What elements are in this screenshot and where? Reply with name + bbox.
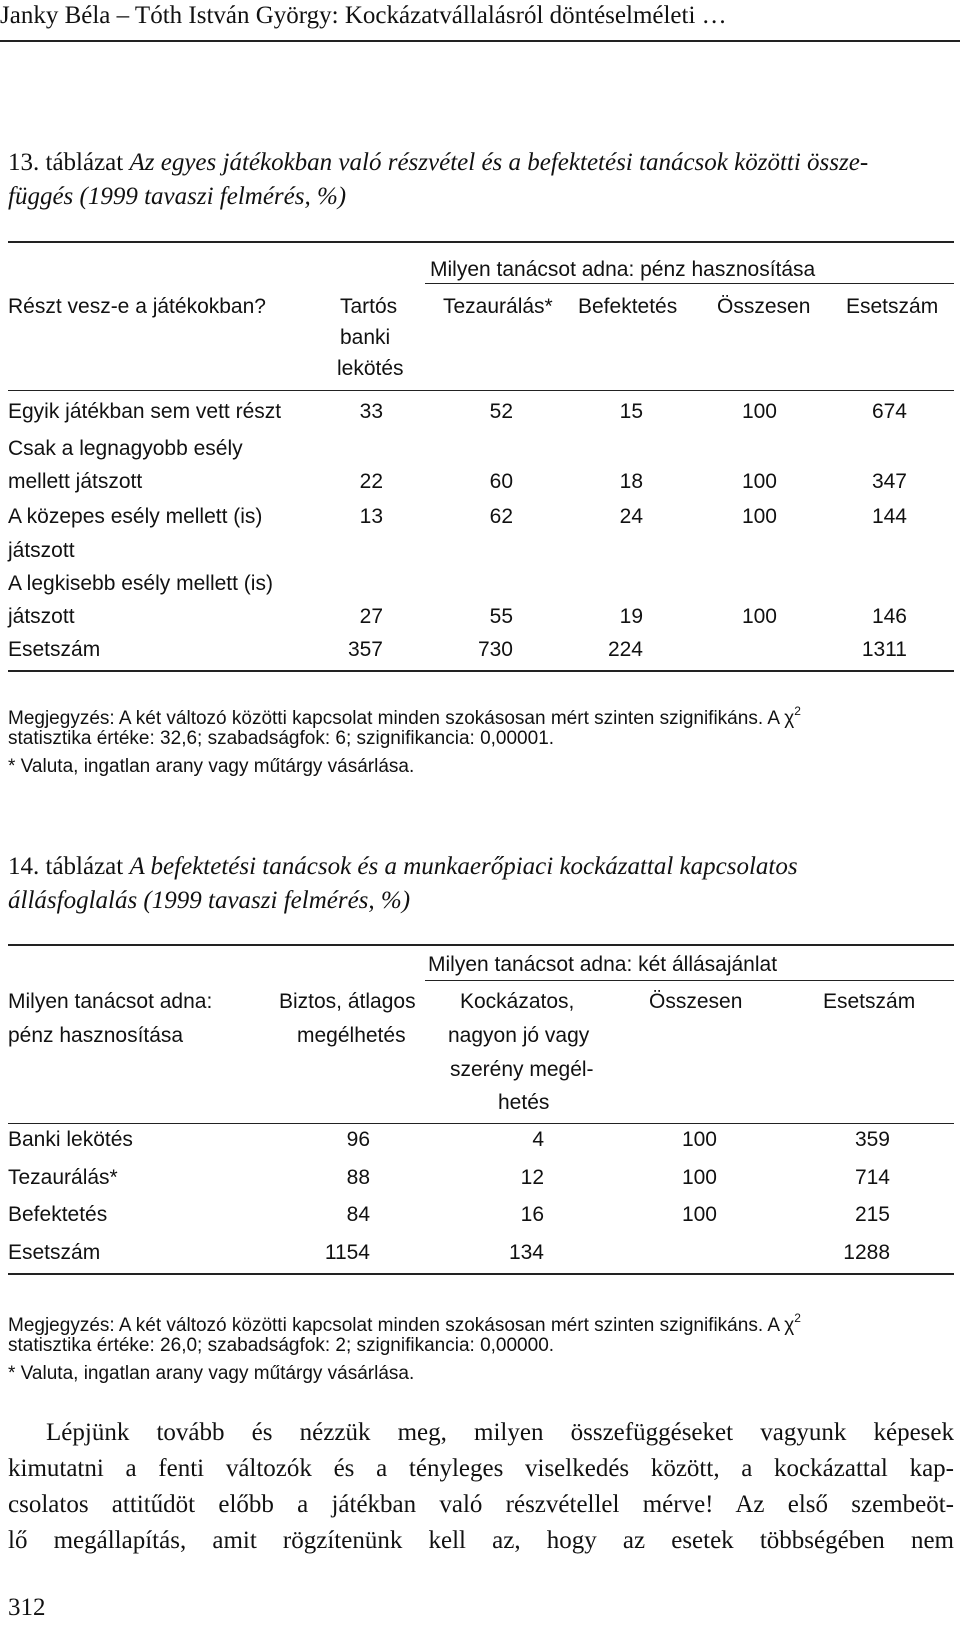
cell-esetszam: 144 xyxy=(871,505,907,528)
table14-col-kockazatos: Kockázatos, xyxy=(460,990,575,1013)
row-label: Tezaurálás* xyxy=(8,1166,118,1189)
cell-esetszam: 359 xyxy=(854,1128,890,1151)
table14-caption xyxy=(8,850,948,918)
row-label-2: játszott xyxy=(8,605,75,628)
table14-title-line2: állásfoglalás (1999 tavaszi felmérés, %) xyxy=(8,887,411,914)
table13-col-tezauralas: Tezaurálás* xyxy=(443,295,553,318)
cell-osszesen: 100 xyxy=(741,505,777,528)
row-label: A legkisebb esély mellett (is) xyxy=(8,572,273,595)
cell-befektetes: 24 xyxy=(619,505,643,528)
paragraph-line1: Lépjünk tovább és nézzük meg, milyen összefüggéseket vagyunk képesek xyxy=(46,1419,954,1446)
cell-osszesen: 100 xyxy=(681,1166,717,1189)
cell-tezauralas: 55 xyxy=(489,605,513,628)
table14-title-line1: A befektetési tanácsok és a munkaerőpiaci kockázattal kapcsolatos xyxy=(129,853,798,880)
cell-tartos: 22 xyxy=(359,470,383,493)
table14-footnote: * Valuta, ingatlan arany vagy műtárgy vásárlása. xyxy=(8,1363,415,1384)
table14-bottom-rule xyxy=(8,1273,954,1275)
table14-note-line1: Megjegyzés: A két változó közötti kapcsolat minden szokásosan mért szinten szignifikáns. A $\chi^2$ xyxy=(8,1311,801,1336)
cell-osszesen: 100 xyxy=(681,1203,717,1226)
row-label: Esetszám xyxy=(8,638,101,661)
table14-group-rule xyxy=(425,980,954,981)
table14-col-biztos-2: megélhetés xyxy=(297,1024,406,1047)
cell-osszesen: 100 xyxy=(741,470,777,493)
table14-group-header: Milyen tanácsot adna: két állásajánlat xyxy=(428,953,778,976)
table14-col-kockazatos-2: nagyon jó vagy xyxy=(448,1024,590,1047)
cell-osszesen: 100 xyxy=(741,605,777,628)
cell-tartos: 27 xyxy=(359,605,383,628)
table13-group-header: Milyen tanácsot adna: pénz hasznosítása xyxy=(430,258,816,281)
cell-tezauralas: 62 xyxy=(489,505,513,528)
paragraph-line2: kimutatni a fenti változók és a tényleges viselkedés között, a kockázattal kap- xyxy=(8,1455,954,1482)
table14-label: 14. táblázat xyxy=(8,853,124,880)
paragraph-line4: lő megállapítás, amit rögzítenünk kell az, hogy az esetek többségében nem xyxy=(8,1527,954,1554)
table13-col-befektetes: Befektetés xyxy=(578,295,678,318)
cell-biztos: 96 xyxy=(346,1128,370,1151)
cell-kockazatos: 134 xyxy=(508,1241,544,1264)
cell-kockazatos: 4 xyxy=(532,1128,544,1151)
cell-biztos: 88 xyxy=(346,1166,370,1189)
table14-header-rule xyxy=(8,1123,954,1124)
cell-esetszam: 347 xyxy=(871,470,907,493)
table13-title-line1: Az egyes játékokban való részvétel és a befektetési tanácsok közötti össze- xyxy=(129,149,869,176)
cell-osszesen: 100 xyxy=(741,400,777,423)
table14-col-kockazatos-3: szerény megél- xyxy=(450,1058,594,1081)
table13-bottom-rule xyxy=(8,670,954,672)
table13-note-line2: statisztika értéke: 32,6; szabadságfok: 6; szignifikancia: 0,00001. xyxy=(8,728,555,749)
cell-esetszam: 1288 xyxy=(843,1241,890,1264)
table13-label: 13. táblázat xyxy=(8,149,124,176)
cell-tezauralas: 52 xyxy=(489,400,513,423)
table14-col-biztos: Biztos, átlagos xyxy=(279,990,416,1013)
table13-group-rule xyxy=(425,283,954,284)
cell-esetszam: 146 xyxy=(871,605,907,628)
cell-kockazatos: 16 xyxy=(520,1203,544,1226)
table13-caption xyxy=(8,146,948,214)
table13-col-tartos-2: banki xyxy=(340,326,391,349)
cell-tartos: 357 xyxy=(347,638,383,661)
table13-footnote: * Valuta, ingatlan arany vagy műtárgy vásárlása. xyxy=(8,756,415,777)
row-label-2: mellett játszott xyxy=(8,470,143,493)
table13-title-line2: függés (1999 tavaszi felmérés, %) xyxy=(8,183,347,210)
cell-befektetes: 19 xyxy=(619,605,643,628)
cell-tezauralas: 60 xyxy=(489,470,513,493)
row-label: Egyik játékban sem vett részt xyxy=(8,400,282,423)
table14-row-header: Milyen tanácsot adna: xyxy=(8,990,213,1013)
header-rule xyxy=(0,40,960,42)
page-number: 312 xyxy=(8,1594,46,1621)
table13-row-header: Részt vesz-e a játékokban? xyxy=(8,295,266,318)
table14-col-osszesen: Összesen xyxy=(649,990,743,1013)
cell-tezauralas: 730 xyxy=(477,638,513,661)
row-label: Banki lekötés xyxy=(8,1128,133,1151)
row-label: Befektetés xyxy=(8,1203,108,1226)
table14-col-esetszam: Esetszám xyxy=(823,990,916,1013)
cell-befektetes: 224 xyxy=(607,638,643,661)
row-label: A közepes esély mellett (is) xyxy=(8,505,263,528)
cell-esetszam: 1311 xyxy=(861,638,907,661)
table13-top-rule xyxy=(8,241,954,243)
cell-tartos: 33 xyxy=(359,400,383,423)
running-header: Janky Béla – Tóth István György: Kockázatvállalásról döntéselméleti … xyxy=(0,2,727,29)
cell-biztos: 1154 xyxy=(324,1241,370,1264)
paragraph-line3: csolatos attitűdöt előbb a játékban való részvétellel mérve! Az első szembeöt- xyxy=(8,1491,954,1518)
row-label: Esetszám xyxy=(8,1241,101,1264)
row-label-2: játszott xyxy=(8,539,75,562)
cell-kockazatos: 12 xyxy=(520,1166,544,1189)
table13-col-tartos: Tartós xyxy=(340,295,398,318)
table13-col-osszesen: Összesen xyxy=(717,295,811,318)
cell-tartos: 13 xyxy=(359,505,383,528)
table13-col-tartos-3: lekötés xyxy=(337,357,404,380)
table14-row-header-2: pénz hasznosítása xyxy=(8,1024,184,1047)
table14-col-kockazatos-4: hetés xyxy=(498,1091,550,1114)
cell-esetszam: 674 xyxy=(871,400,907,423)
table13-note-line1: Megjegyzés: A két változó közötti kapcsolat minden szokásosan mért szinten szignifikáns. A $\chi^2$ xyxy=(8,704,801,729)
table14-note-line2: statisztika értéke: 26,0; szabadságfok: 2; szignifikancia: 0,00000. xyxy=(8,1335,555,1356)
table13-col-esetszam: Esetszám xyxy=(846,295,939,318)
cell-esetszam: 714 xyxy=(854,1166,890,1189)
table14-top-rule xyxy=(8,944,954,946)
cell-befektetes: 15 xyxy=(619,400,643,423)
cell-esetszam: 215 xyxy=(854,1203,890,1226)
table13-header-rule xyxy=(8,390,954,391)
row-label: Csak a legnagyobb esély xyxy=(8,437,243,460)
cell-befektetes: 18 xyxy=(619,470,643,493)
cell-osszesen: 100 xyxy=(681,1128,717,1151)
cell-biztos: 84 xyxy=(346,1203,370,1226)
